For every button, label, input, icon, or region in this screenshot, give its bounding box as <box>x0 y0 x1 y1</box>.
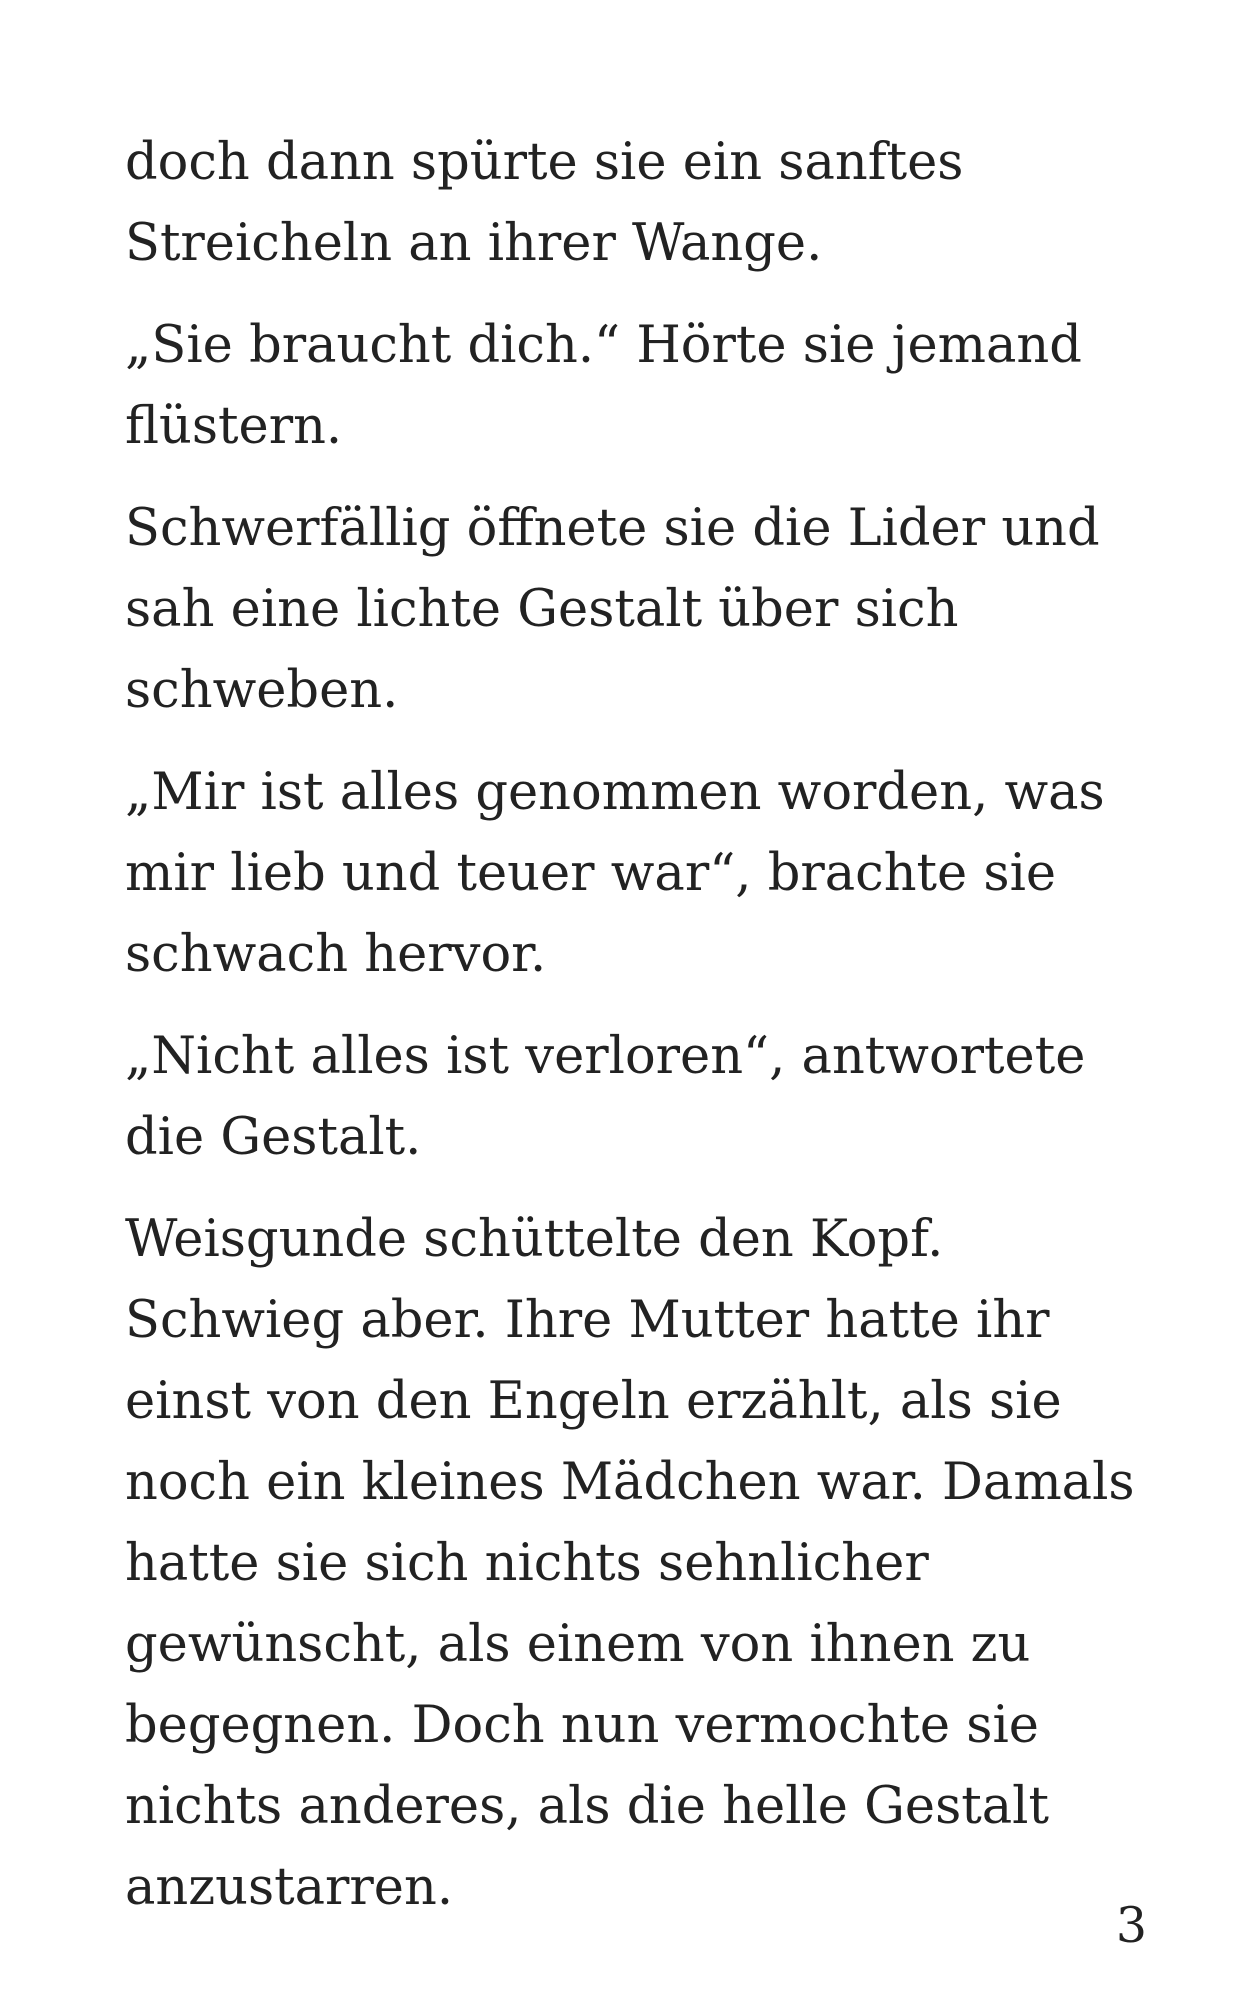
paragraph-2: „Sie braucht dich.“ Hörte sie jemand flüstern. <box>125 316 1082 456</box>
paragraph-6: Weisgunde schüttelte den Kopf. Schwieg aber. Ihre Mutter hatte ihr einst von den Engeln erzählt, als sie noch ein kleines Mädchen war. Damals hatte sie sich nichts sehnlicher gewünscht, als einem von ihnen zu begegnen. Doch nun vermochte sie nichts anderes, als die helle Gestalt anzustarren. <box>125 1210 1135 1917</box>
paragraph-5: „Nicht alles ist verloren“, antwortete die Gestalt. <box>125 1027 1086 1167</box>
paragraph-1: doch dann spürte sie ein sanftes Streicheln an ihrer Wange. <box>125 133 964 273</box>
paragraph-3: Schwerfällig öffnete sie die Lider und sah eine lichte Gestalt über sich schweben. <box>125 499 1100 720</box>
paragraph-4: „Mir ist alles genommen worden, was mir lieb und teuer war“, brachte sie schwach hervor. <box>125 763 1105 984</box>
body-text <box>125 122 1145 1949</box>
page-number: 3 <box>1115 1897 1147 1954</box>
